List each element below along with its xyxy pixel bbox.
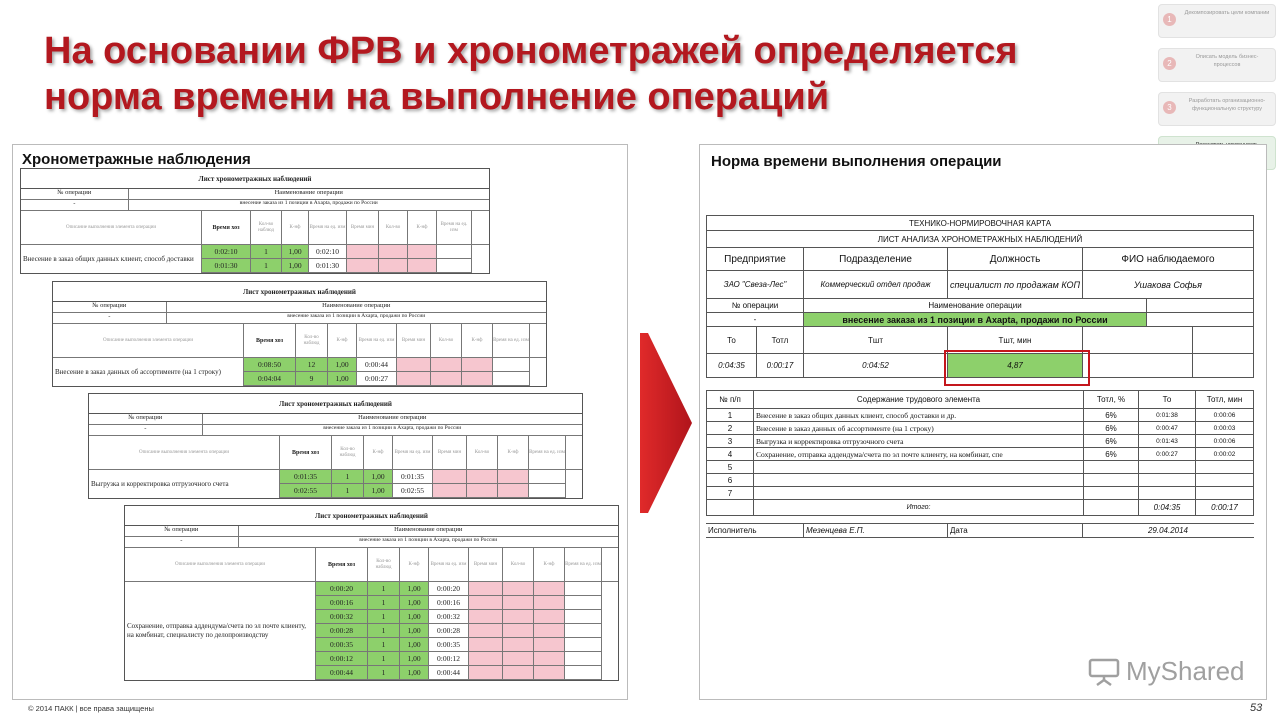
sheet-empty-cell [503, 666, 534, 679]
sheet-cell: 12 [296, 358, 328, 371]
header-position: Должность [948, 248, 1083, 270]
sheet-op-name: внесение заказа из 1 позиции в Axapta, продажи по России [359, 537, 498, 543]
header-division: Подразделение [804, 248, 948, 270]
sheet-element-desc: Внесение в заказ данных об ассортименте (на 1 строку) [53, 358, 244, 386]
presentation-board-icon [1088, 657, 1120, 687]
sheet-empty-cell [469, 596, 503, 609]
step-number: 1 [1163, 13, 1176, 26]
total-totl: 0:00:17 [1196, 500, 1254, 515]
sheet-cell: 0:02:55 [280, 484, 332, 497]
title-line-1: На основании ФРВ и хронометражей определяется [44, 30, 1018, 72]
sheet-empty-cell [379, 259, 408, 272]
sheet-desc-header: Описание выполнения элемента операции [125, 548, 316, 581]
myshared-logo [1088, 656, 1245, 687]
sheet-col-header: Время мин [433, 436, 467, 469]
total-to: 0:04:35 [1139, 500, 1196, 515]
highlight-box [944, 350, 1090, 386]
element-num: 5 [707, 461, 754, 473]
timing-observations-caption: Хронометражные наблюдения [22, 151, 251, 168]
sheet-data-row [316, 652, 602, 666]
element-text [754, 474, 1084, 486]
sheet-cell: 0:08:50 [244, 358, 296, 371]
sheet-col-header: Кол-во [503, 548, 534, 581]
element-to [1139, 474, 1196, 486]
time-norm-caption: Норма времени выполнения операции [711, 153, 1002, 170]
process-step [1158, 48, 1276, 82]
sheet-cell: 0:00:12 [316, 652, 368, 665]
sheet-empty-cell [503, 610, 534, 623]
element-pct: 6% [1084, 409, 1139, 421]
date-label: Дата [948, 524, 1083, 537]
sheet-cell: 9 [296, 372, 328, 385]
sheet-cell: 0:00:20 [429, 582, 469, 595]
sheet-empty-cell [565, 666, 602, 679]
sheet-cell: 0:02:55 [393, 484, 433, 497]
sheet-col-header: Время на ед. изм [529, 436, 566, 469]
sheet-cell: 1,00 [400, 652, 429, 665]
sheet-empty-cell [503, 582, 534, 595]
sheet-cell: 0:00:35 [316, 638, 368, 651]
sheet-col-header: К-нф [282, 211, 309, 244]
sheet-op-no-label: № операции [53, 302, 167, 312]
sheet-col-header: Время на ед. изм [565, 548, 602, 581]
sheet-cell: 0:00:44 [357, 358, 397, 371]
sheet-data-row [244, 372, 530, 386]
sheet-cell: 0:02:10 [202, 245, 251, 258]
sheet-col-header: Кол-во наблюд [368, 548, 400, 581]
element-num: 7 [707, 487, 754, 499]
sheet-cell: 1 [332, 484, 364, 497]
header-content: Содержание трудового элемента [754, 391, 1084, 408]
sheet-title: Лист хронометражных наблюдений [21, 169, 489, 189]
sheet-empty-cell [462, 372, 493, 385]
sheet-cell: 0:00:44 [429, 666, 469, 679]
sheet-col-header: Время на ед. изм [393, 436, 433, 469]
sheet-col-header: Время на ед. изм [309, 211, 347, 244]
sheet-empty-cell [534, 582, 565, 595]
sheet-col-header: Время хоз [244, 324, 296, 357]
value-tsht-min: 4,87 [948, 354, 1083, 377]
sheet-cell: 1,00 [364, 470, 393, 483]
sheet-empty-cell [565, 638, 602, 651]
sheet-empty-cell [431, 358, 462, 371]
element-text [754, 461, 1084, 473]
element-totl [1196, 461, 1254, 473]
sheet-cell: 1 [368, 638, 400, 651]
sheet-empty-cell [565, 610, 602, 623]
sheet-empty-cell [408, 259, 437, 272]
sheet-col-header: Кол-во [467, 436, 498, 469]
element-to: 0:00:27 [1139, 448, 1196, 460]
sheet-title: Лист хронометражных наблюдений [125, 506, 618, 526]
element-row [706, 409, 1254, 422]
sheet-cell: 0:00:28 [429, 624, 469, 637]
sheet-cell: 1,00 [400, 624, 429, 637]
sheet-op-name: внесение заказа из 1 позиции в Axapta, продажи по России [239, 200, 378, 206]
sheet-col-header: К-нф [408, 211, 437, 244]
sheet-cell: 1,00 [282, 259, 309, 272]
sheet-empty-cell [469, 652, 503, 665]
sheet-data-row [316, 624, 602, 638]
sheet-empty-cell [397, 372, 431, 385]
sheet-empty-cell [379, 245, 408, 258]
sheet-cell: 0:04:04 [244, 372, 296, 385]
sheet-data-row [316, 666, 602, 680]
footer-copyright: © 2014 ПАКК | все права защищены [28, 704, 154, 713]
step-text: Описать модель бизнес-процессов [1195, 54, 1259, 68]
sheet-col-header: Кол-во наблюд [296, 324, 328, 357]
sheet-empty-cell [397, 358, 431, 371]
sheet-empty-cell [347, 259, 379, 272]
element-num: 1 [707, 409, 754, 421]
element-num: 2 [707, 422, 754, 434]
sheet-cell: 0:00:16 [316, 596, 368, 609]
sheet-empty-cell [433, 484, 467, 497]
sheet-data-row [202, 245, 472, 259]
sheet-empty-cell [469, 610, 503, 623]
sheet-empty-cell [565, 652, 602, 665]
sheet-empty-cell [503, 596, 534, 609]
element-totl: 0:00:06 [1196, 409, 1254, 421]
sheet-col-header: Кол-во наблюд [332, 436, 364, 469]
element-num: 4 [707, 448, 754, 460]
sheet-empty-cell [503, 638, 534, 651]
element-row [706, 435, 1254, 448]
sheet-empty-cell [469, 638, 503, 651]
sheet-cell: 0:00:16 [429, 596, 469, 609]
sheet-col-header: Кол-во [379, 211, 408, 244]
sheet-empty-cell [469, 666, 503, 679]
header-tsht-min: Тшт, мин [948, 327, 1083, 353]
sheet-cell: 0:01:30 [309, 259, 347, 272]
element-text: Внесение в заказ общих данных клиент, способ доставки и др. [754, 409, 1084, 421]
value-fio: Ушакова Софья [1083, 271, 1254, 298]
sheet-empty-cell [408, 245, 437, 258]
logo-text: MyShared [1126, 656, 1245, 686]
header-enterprise: Предприятие [707, 248, 804, 270]
sheet-op-name-label: Наименование операции [358, 414, 427, 421]
element-totl [1196, 487, 1254, 499]
sheet-op-no-label: № операции [21, 189, 129, 199]
sheet-empty-cell [503, 624, 534, 637]
step-text: Декомпозировать цели компании [1184, 10, 1270, 16]
card-subtitle: ЛИСТ АНАЛИЗА ХРОНОМЕТРАЖНЫХ НАБЛЮДЕНИЙ [707, 231, 1254, 247]
sheet-data-row [316, 596, 602, 610]
sheet-desc-header: Описание выполнения элемента операции [89, 436, 280, 469]
sheet-op-no: - [89, 425, 203, 435]
element-pct: 6% [1084, 435, 1139, 447]
header-tsht: Тшт [804, 327, 948, 353]
sheet-empty-cell [347, 245, 379, 258]
sheet-empty-cell [437, 245, 472, 258]
title-line-2: норма времени на выполнение операций [44, 76, 830, 118]
header-fio: ФИО наблюдаемого [1083, 248, 1254, 270]
element-text: Внесение в заказ данных об ассортименте (на 1 строку) [754, 422, 1084, 434]
sheet-op-no-label: № операции [89, 414, 203, 424]
element-pct: 6% [1084, 422, 1139, 434]
value-position: специалист по продажам КОП [948, 271, 1083, 298]
sheet-empty-cell [565, 582, 602, 595]
sheet-col-header: Время на ед. изм [357, 324, 397, 357]
executor-value: Мезенцева Е.П. [804, 524, 948, 537]
step-number: 2 [1163, 57, 1176, 70]
sheet-cell: 1,00 [400, 610, 429, 623]
sheet-empty-cell [433, 470, 467, 483]
sheet-op-no: - [53, 313, 167, 323]
value-enterprise: ЗАО "Свеза-Лес" [707, 271, 804, 298]
process-step [1158, 92, 1276, 126]
observation-sheet [20, 168, 490, 274]
sheet-cell: 1,00 [364, 484, 393, 497]
element-pct: 6% [1084, 448, 1139, 460]
element-row [706, 422, 1254, 435]
sheet-op-name: внесение заказа из 1 позиции в Axapta, продажи по России [287, 313, 426, 319]
sheet-empty-cell [498, 484, 529, 497]
sheet-col-header: Время на ед. изм [437, 211, 472, 244]
sheet-cell: 1 [368, 596, 400, 609]
sheet-desc-header: Описание выполнения элемента операции [21, 211, 202, 244]
sheet-cell: 0:01:35 [280, 470, 332, 483]
sheet-col-header: Время мин [469, 548, 503, 581]
observation-sheet [88, 393, 583, 499]
element-row [706, 474, 1254, 487]
element-to: 0:01:38 [1139, 409, 1196, 421]
sheet-title: Лист хронометражных наблюдений [89, 394, 582, 414]
sheet-cell: 1 [368, 666, 400, 679]
sheet-cell: 0:01:30 [202, 259, 251, 272]
element-totl: 0:00:02 [1196, 448, 1254, 460]
sheet-cell: 0:00:28 [316, 624, 368, 637]
executor-label: Исполнитель [706, 524, 804, 537]
observation-sheet [52, 281, 547, 387]
header-to: То [707, 327, 757, 353]
element-row [706, 461, 1254, 474]
element-row [706, 487, 1254, 500]
sheet-op-name-label: Наименование операции [322, 302, 391, 309]
sheet-empty-cell [534, 666, 565, 679]
sheet-col-header: К-нф [498, 436, 529, 469]
sheet-empty-cell [493, 358, 530, 371]
sheet-cell: 1 [332, 470, 364, 483]
sheet-cell: 1,00 [400, 638, 429, 651]
op-no-value: - [707, 313, 804, 326]
elements-table [706, 409, 1254, 500]
observation-sheet [124, 505, 619, 681]
sheet-col-header: К-нф [364, 436, 393, 469]
sheet-cell: 0:00:20 [316, 582, 368, 595]
sheet-empty-cell [493, 372, 530, 385]
sheet-cell: 1,00 [400, 596, 429, 609]
sheet-empty-cell [529, 484, 566, 497]
sheet-cell: 0:00:32 [429, 610, 469, 623]
sheet-cell: 0:00:35 [429, 638, 469, 651]
sheet-empty-cell [534, 652, 565, 665]
element-row [706, 448, 1254, 461]
value-to: 0:04:35 [707, 354, 757, 377]
sheet-col-header: К-нф [534, 548, 565, 581]
sheet-col-header: Кол-во [431, 324, 462, 357]
element-text: Выгрузка и корректировка отгрузочного счета [754, 435, 1084, 447]
sheet-empty-cell [431, 372, 462, 385]
sheet-empty-cell [534, 610, 565, 623]
sheet-cell: 1 [368, 610, 400, 623]
sheet-col-header: Время мин [397, 324, 431, 357]
element-to [1139, 487, 1196, 499]
element-num: 6 [707, 474, 754, 486]
sheet-cell: 1,00 [400, 666, 429, 679]
sheet-op-name-label: Наименование операции [274, 189, 343, 196]
sheet-cell: 0:00:27 [357, 372, 397, 385]
sheet-element-desc: Внесение в заказ общих данных клиент, способ доставки [21, 245, 202, 273]
sheet-cell: 0:01:35 [393, 470, 433, 483]
header-totl-pct: Тотл, % [1084, 391, 1139, 408]
element-totl: 0:00:06 [1196, 435, 1254, 447]
sheet-col-header: Время на ед. изм [493, 324, 530, 357]
sheet-empty-cell [565, 596, 602, 609]
sheet-empty-cell [437, 259, 472, 272]
sheet-element-desc: Сохранение, отправка аддендума/счета по эл почте клиенту, на комбинат, специалисту по делопроизводству [125, 582, 316, 680]
header-to-2: То [1139, 391, 1196, 408]
sheet-cell: 1 [251, 259, 282, 272]
sheet-element-desc: Выгрузка и корректировка отгрузочного счета [89, 470, 280, 498]
sheet-desc-header: Описание выполнения элемента операции [53, 324, 244, 357]
value-totl: 0:00:17 [757, 354, 804, 377]
sheet-cell: 0:00:44 [316, 666, 368, 679]
date-value: 29.04.2014 [1147, 526, 1189, 535]
sheet-empty-cell [469, 582, 503, 595]
sheet-empty-cell [503, 652, 534, 665]
element-pct [1084, 474, 1139, 486]
sheet-cell: 1 [368, 652, 400, 665]
sheet-empty-cell [469, 624, 503, 637]
sheet-empty-cell [534, 638, 565, 651]
op-no-label: № операции [707, 299, 804, 312]
element-to [1139, 461, 1196, 473]
sheet-data-row [316, 582, 602, 596]
slide-title [44, 28, 1144, 120]
total-label: Итого: [754, 500, 1084, 515]
sheet-data-row [202, 259, 472, 273]
header-totl: Тотл [757, 327, 804, 353]
sheet-col-header: Время на ед. изм [429, 548, 469, 581]
sheet-empty-cell [529, 470, 566, 483]
element-text: Сохранение, отправка аддендума/счета по эл почте клиенту, на комбинат, спе [754, 448, 1084, 460]
card-title: ТЕХНИКО-НОРМИРОВОЧНАЯ КАРТА [707, 216, 1254, 230]
sheet-op-no: - [125, 537, 239, 547]
sheet-cell: 1 [368, 582, 400, 595]
sheet-empty-cell [534, 596, 565, 609]
value-division: Коммерческий отдел продаж [804, 271, 948, 298]
process-step [1158, 4, 1276, 38]
sheet-cell: 0:00:32 [316, 610, 368, 623]
sheet-col-header: Кол-во наблюд [251, 211, 282, 244]
sheet-op-no-label: № операции [125, 526, 239, 536]
sheet-empty-cell [498, 470, 529, 483]
step-number: 3 [1163, 101, 1176, 114]
sheet-col-header: К-нф [328, 324, 357, 357]
sheet-data-row [280, 484, 566, 498]
sheet-op-name: внесение заказа из 1 позиции в Axapta, продажи по России [323, 425, 462, 431]
sheet-col-header: Время хоз [280, 436, 332, 469]
sheet-cell: 1 [251, 245, 282, 258]
element-pct [1084, 461, 1139, 473]
op-name-value: внесение заказа из 1 позиции в Axapta, продажи по России [804, 313, 1147, 326]
sheet-data-row [280, 470, 566, 484]
sheet-col-header: Время хоз [202, 211, 251, 244]
element-to: 0:01:43 [1139, 435, 1196, 447]
element-totl: 0:00:03 [1196, 422, 1254, 434]
sheet-cell: 1,00 [328, 372, 357, 385]
element-pct [1084, 487, 1139, 499]
step-text: Разработать организационно-функциональную структуру [1188, 98, 1266, 112]
sheet-data-row [316, 610, 602, 624]
op-name-label: Наименование операции [804, 299, 1147, 312]
element-to: 0:00:47 [1139, 422, 1196, 434]
element-text [754, 487, 1084, 499]
sheet-empty-cell [534, 624, 565, 637]
sheet-cell: 0:02:10 [309, 245, 347, 258]
sheet-data-row [244, 358, 530, 372]
sheet-col-header: Время хоз [316, 548, 368, 581]
sheet-col-header: К-нф [462, 324, 493, 357]
header-np: № п/п [707, 391, 754, 408]
sheet-col-header: Время мин [347, 211, 379, 244]
sheet-cell: 1,00 [282, 245, 309, 258]
sheet-cell: 1 [368, 624, 400, 637]
sheet-empty-cell [462, 358, 493, 371]
sheet-empty-cell [467, 484, 498, 497]
sheet-empty-cell [467, 470, 498, 483]
right-arrow-icon [640, 333, 692, 513]
sheet-op-no: - [21, 200, 129, 210]
sheet-cell: 1,00 [400, 582, 429, 595]
sheet-op-name-label: Наименование операции [394, 526, 463, 533]
value-tsht: 0:04:52 [804, 354, 948, 377]
sheet-cell: 1,00 [328, 358, 357, 371]
element-totl [1196, 474, 1254, 486]
element-num: 3 [707, 435, 754, 447]
page-number: 53 [1250, 702, 1263, 714]
header-totl-min: Тотл, мин [1196, 391, 1254, 408]
sheet-title: Лист хронометражных наблюдений [53, 282, 546, 302]
sheet-col-header: К-нф [400, 548, 429, 581]
sheet-cell: 0:00:12 [429, 652, 469, 665]
sheet-data-row [316, 638, 602, 652]
sheet-empty-cell [565, 624, 602, 637]
